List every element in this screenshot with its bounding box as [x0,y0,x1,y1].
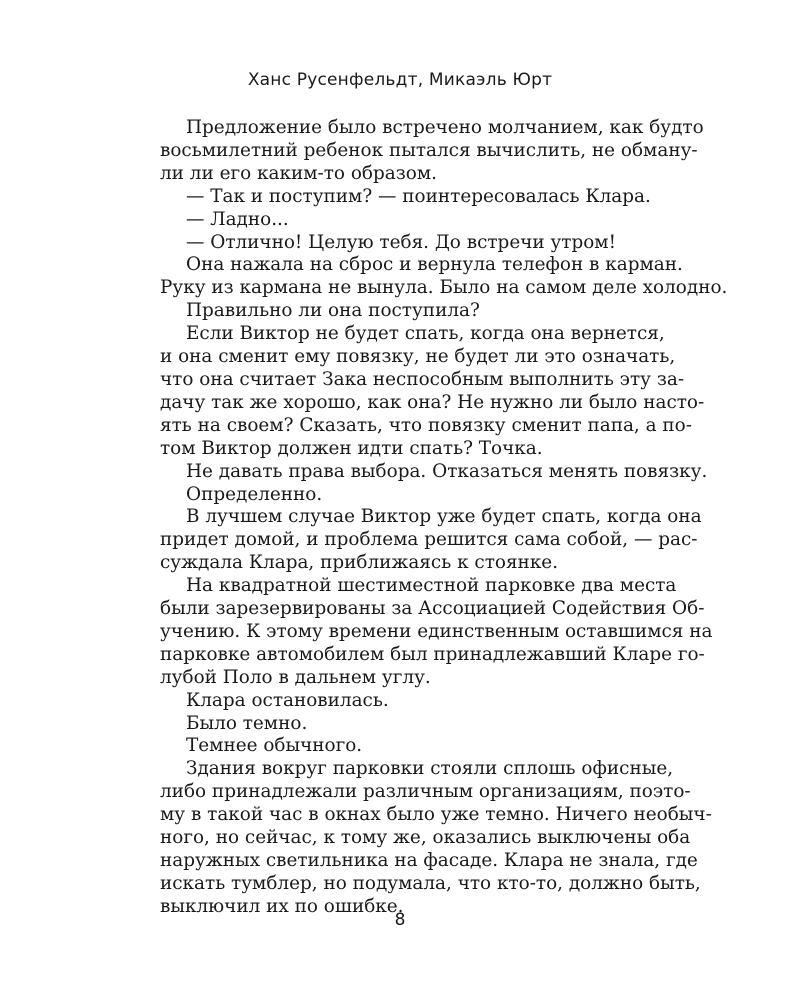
body-text [160,117,728,919]
text-line: выключил их по ошибке. [160,895,404,917]
text-line: — Отлично! Целую тебя. До встречи утром! [186,231,617,253]
text-line: Если Виктор не будет спать, когда она вернется, [186,323,665,345]
text-line: наружных светильника на фасаде. Клара не знала, где [160,850,698,871]
text-line: ли ли его каким-то образом. [160,162,437,184]
text-line: восьмилетний ребенок пытался вычислить, не обману- [160,139,698,161]
text-line: Предложение было встречено молчанием, как будто [186,117,704,138]
text-line: лубой Поло в дальнем углу. [160,666,431,688]
text-line: ять на своем? Сказать, что повязку сменит папа, а по- [160,414,692,436]
text-line: придет домой, и проблема решится сама собой, — рас- [160,529,698,551]
text-line: были зарезервированы за Ассоциацией Содействия Об- [160,598,705,620]
text-line: том Виктор должен идти спать? Точка. [160,437,543,459]
text-line: В лучшем случае Виктор уже будет спать, когда она [186,506,702,528]
text-line: — Так и поступим? — поинтересовалась Клара. [186,185,651,207]
text-line: Было темно. [186,712,308,734]
text-line: Здания вокруг парковки стояли сплошь офисные, [186,758,674,780]
text-line: учению. К этому времени единственным оставшимся на [160,620,713,642]
text-line: дачу так же хорошо, как она? Не нужно ли было насто- [160,391,705,413]
text-line: суждала Клара, приближаясь к стоянке. [160,552,559,574]
text-line: Клара остановилась. [186,689,389,711]
text-line: му в такой час в окнах было уже темно. Ничего необыч- [160,804,712,826]
page-number: 8 [394,910,406,930]
text-line: и она сменит ему повязку, не будет ли это означать, [160,346,676,368]
text-line: Не давать права выбора. Отказаться менять повязку. [186,460,708,482]
text-line: Руку из кармана не вынула. Было на самом деле холодно. [160,277,728,299]
text-line: Правильно ли она поступила? [186,300,480,322]
text-line: Она нажала на сброс и вернула телефон в карман. [186,254,683,276]
text-line: Определенно. [186,483,323,505]
text-line: ного, но сейчас, к тому же, оказались выключены оба [160,827,691,849]
text-line: парковке автомобилем был принадлежавший Кларе го- [160,643,705,665]
text-line: Темнее обычного. [186,735,363,757]
text-line: что она считает Зака неспособным выполнить эту за- [160,368,685,390]
text-line: либо принадлежали различным организациям, поэто- [160,781,691,803]
text-line: На квадратной шестиместной парковке два места [186,575,677,597]
text-line: — Ладно... [186,208,289,230]
text-line: искать тумблер, но подумала, что кто-то, должно быть, [160,872,701,894]
running-head: Ханс Русенфельдт, Микаэль Юрт [247,70,553,90]
